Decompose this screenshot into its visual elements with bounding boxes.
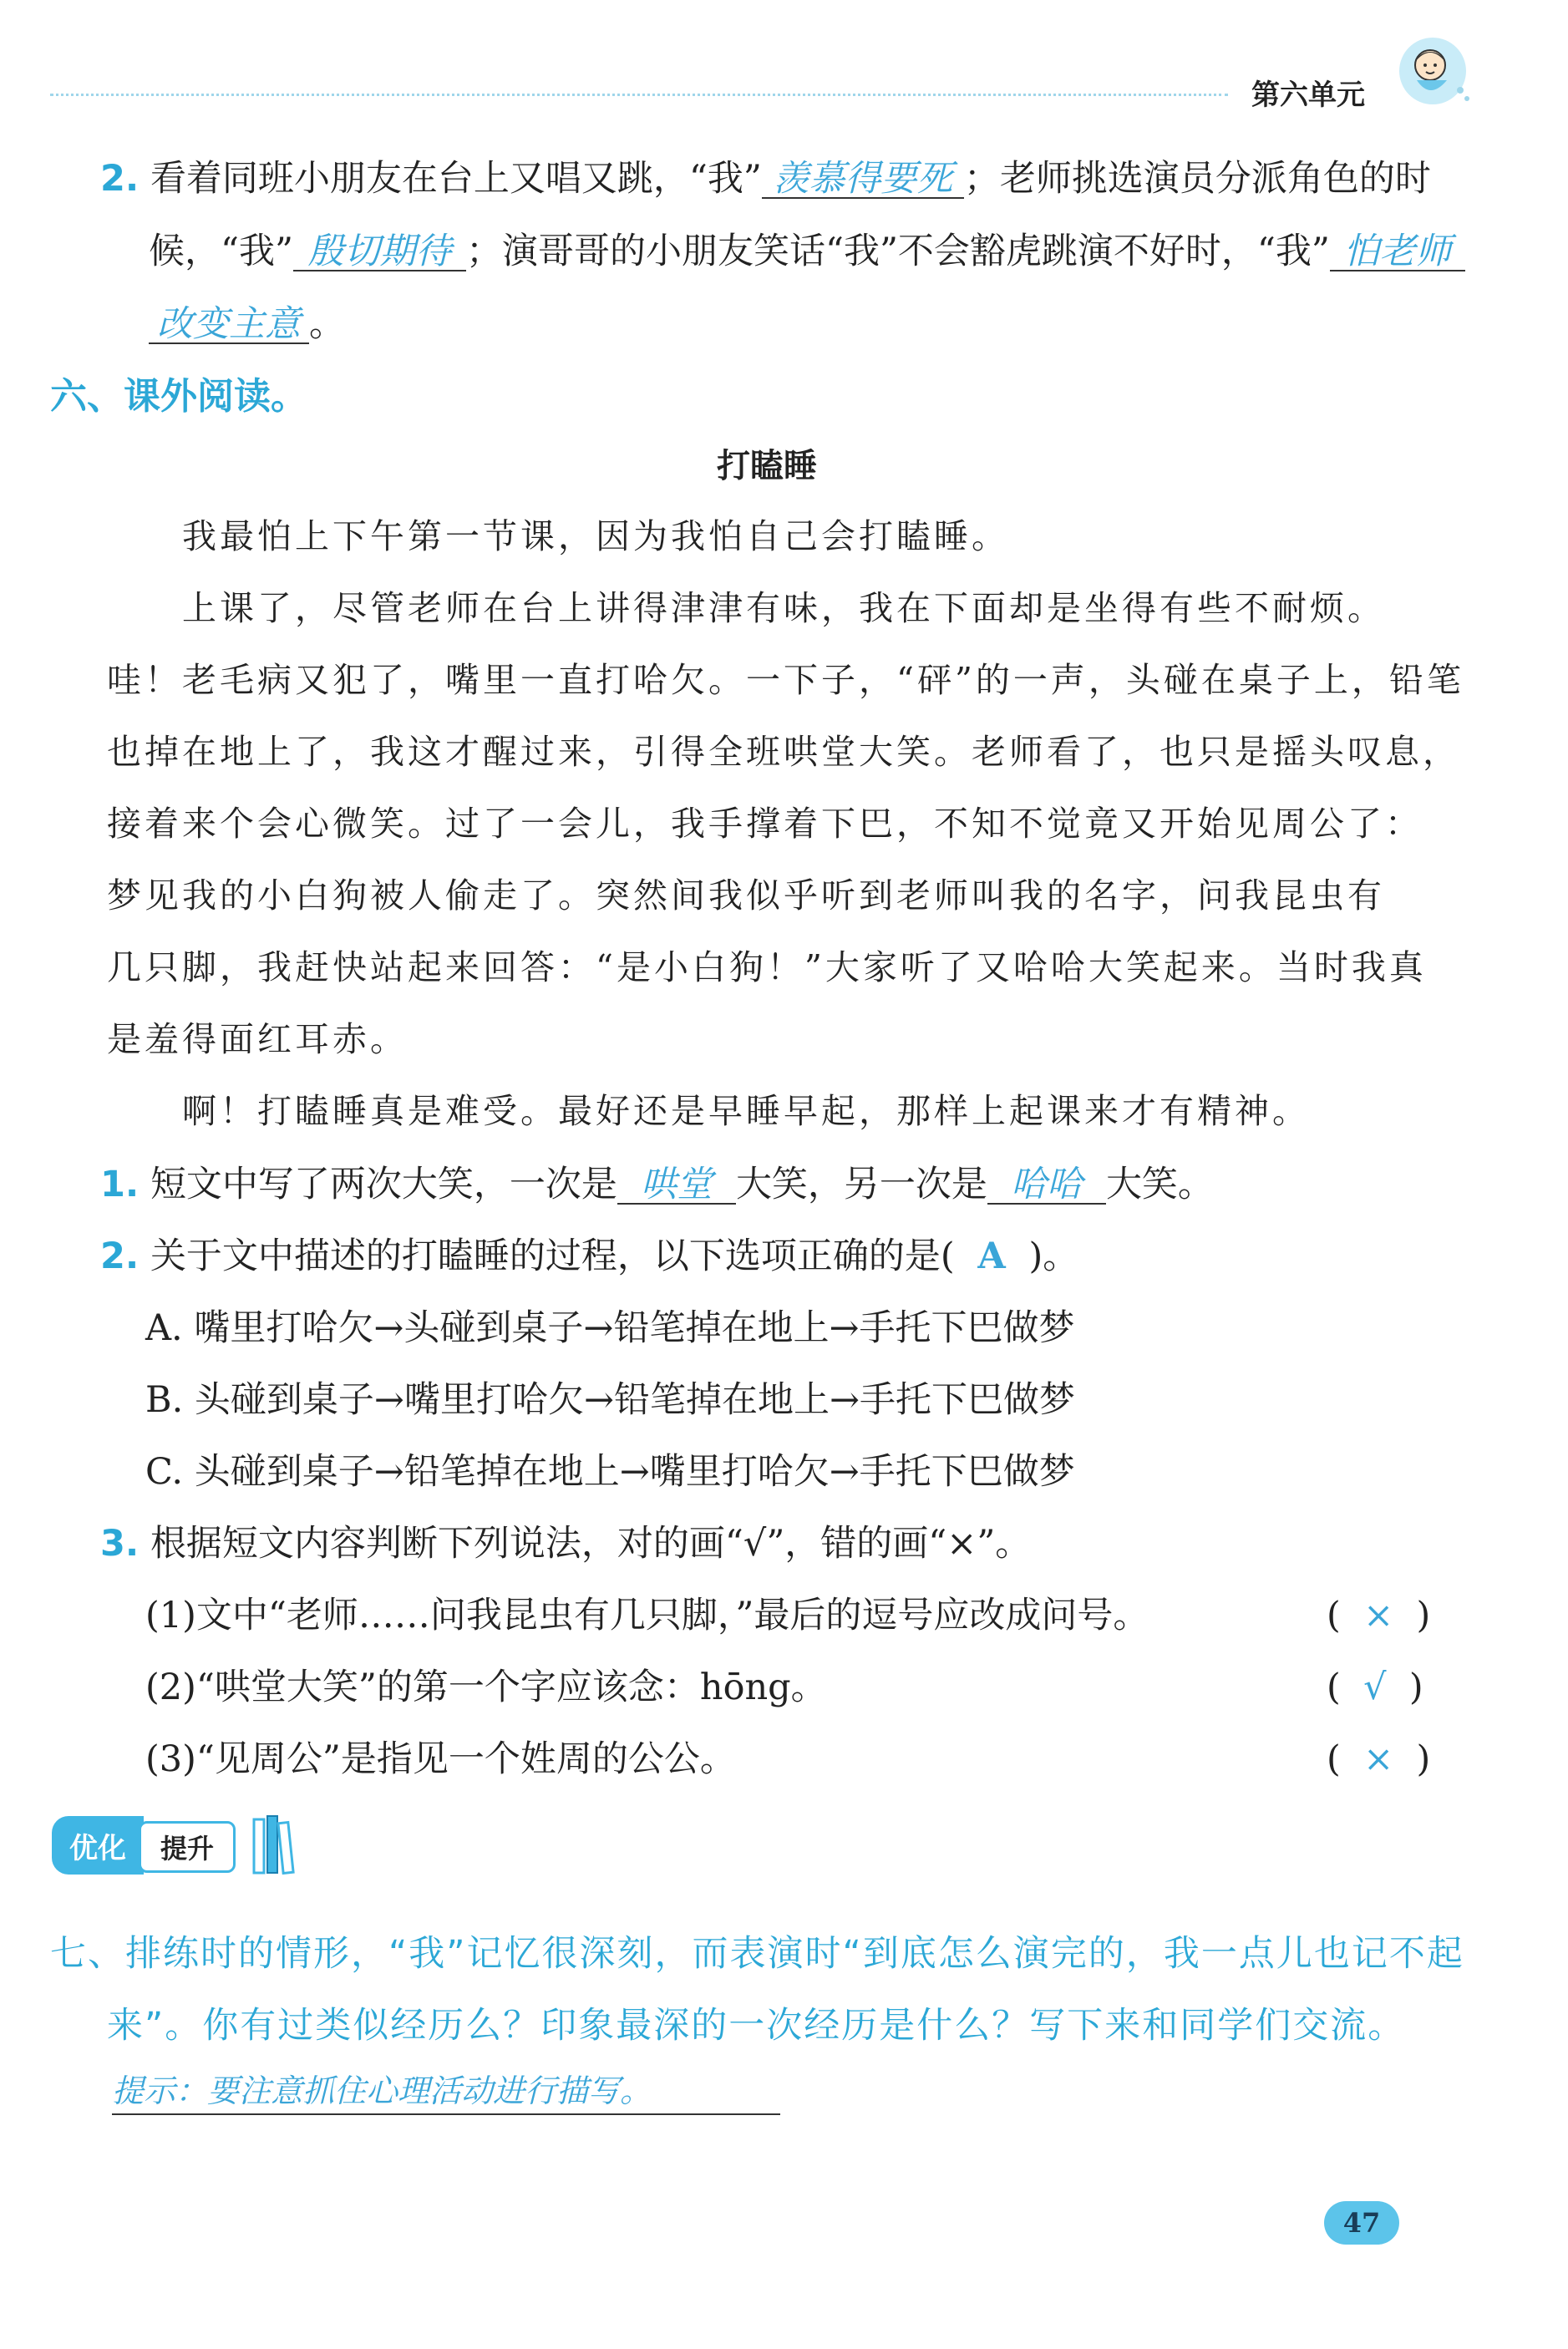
q5-2-line1 (100, 158, 1431, 200)
question-text: ；演哥哥的小朋友笑话“我”不会豁虎跳演不好时，“我” (465, 231, 1330, 272)
option-a: A. 嘴里打哈欠→头碰到桌子→铅笔掉在地上→手托下巴做梦 (145, 1307, 1075, 1349)
question-text: 大笑，另一次是 (735, 1164, 987, 1205)
choice-answer: A (977, 1235, 1006, 1277)
header-divider (50, 94, 1228, 96)
story-paragraph: 我最怕上下午第一节课，因为我怕自己会打瞌睡。 (182, 516, 1009, 556)
unit-title: 第六单元 (1251, 79, 1365, 112)
question-text: 大笑。 (1105, 1164, 1214, 1205)
answer-blank: 改变主意 (149, 307, 309, 344)
judgement-answer: ( × ) (1327, 1595, 1431, 1636)
q6-1 (100, 1164, 1214, 1205)
section7-line1: 七、排练时的情形，“我”记忆很深刻，而表演时“到底怎么演完的，我一点儿也记不起 (50, 1933, 1464, 1975)
page-number: 47 (1324, 2201, 1399, 2245)
question-number: 2. (100, 1235, 140, 1277)
story-paragraph: 上课了，尽管老师在台上讲得津津有味，我在下面却是坐得有些不耐烦。 (182, 588, 1385, 628)
question-text: 关于文中描述的打瞌睡的过程，以下选项正确的是( (150, 1235, 955, 1277)
story-line: 是羞得面红耳赤。 (107, 1019, 408, 1059)
section7-line2: 来”。你有过类似经历么？印象最深的一次经历是什么？写下来和同学们交流。 (107, 2005, 1406, 2047)
hint-text: 提示：要注意抓住心理活动进行描写。 (112, 2075, 780, 2115)
story-line: 哇！老毛病又犯了，嘴里一直打哈欠。一下子，“砰”的一声，头碰在桌子上，铅笔 (107, 660, 1464, 700)
q5-2-line2 (149, 231, 1465, 272)
question-text: )。 (1028, 1235, 1079, 1277)
answer-blank: 哄堂 (617, 1167, 736, 1205)
question-number: 2. (100, 158, 140, 200)
section-heading: 六、课外阅读。 (50, 375, 307, 418)
judgement-item: (2)“哄堂大笑”的第一个字应该念：hōng。 (145, 1667, 827, 1708)
answer-blank: 羡慕得要死 (762, 161, 964, 199)
option-c: C. 头碰到桌子→铅笔掉在地上→嘴里打哈欠→手托下巴做梦 (145, 1451, 1075, 1493)
judgement-answer: ( × ) (1327, 1738, 1431, 1780)
q6-3 (100, 1523, 1032, 1565)
question-text: 。 (309, 303, 345, 345)
badge-left: 优化 (52, 1816, 144, 1875)
question-text: ；老师挑选演员分派角色的时 (963, 158, 1431, 200)
story-line: 几只脚，我赶快站起来回答：“是小白狗！”大家听了又哈哈大笑起来。当时我真 (107, 947, 1427, 987)
question-text: 看着同班小朋友在台上又唱又跳，“我” (150, 158, 762, 200)
question-text: 候，“我” (149, 231, 293, 272)
option-b: B. 头碰到桌子→嘴里打哈欠→铅笔掉在地上→手托下巴做梦 (145, 1379, 1076, 1421)
question-text: 短文中写了两次大笑，一次是 (150, 1164, 617, 1205)
question-text: 根据短文内容判断下列说法，对的画“√”，错的画“×”。 (150, 1523, 1032, 1565)
answer-blank: 殷切期待 (293, 234, 466, 271)
answer-blank: 哈哈 (987, 1167, 1106, 1205)
q5-2-line3 (149, 303, 345, 345)
story-line: 梦见我的小白狗被人偷走了。突然间我似乎听到老师叫我的名字，问我昆虫有 (107, 875, 1385, 916)
story-line: 接着来个会心微笑。过了一会儿，我手撑着下巴，不知不觉竟又开始见周公了： (107, 804, 1423, 844)
optimize-badge (52, 1816, 244, 1875)
story-title: 打瞌睡 (717, 447, 817, 485)
cartoon-girl-icon (1387, 25, 1479, 117)
judgement-answer: ( √ ) (1327, 1667, 1423, 1708)
books-icon (251, 1814, 301, 1876)
question-number: 1. (100, 1164, 140, 1205)
story-paragraph: 啊！打瞌睡真是难受。最好还是早睡早起，那样上起课来才有精神。 (182, 1091, 1310, 1131)
question-number: 3. (100, 1523, 140, 1565)
q6-2 (100, 1235, 1079, 1277)
answer-blank: 怕老师 (1330, 234, 1465, 271)
judgement-item: (3)“见周公”是指见一个姓周的公公。 (145, 1738, 736, 1780)
badge-right: 提升 (139, 1821, 236, 1873)
judgement-item: (1)文中“老师……问我昆虫有几只脚，”最后的逗号应改成问号。 (145, 1595, 1149, 1636)
story-line: 也掉在地上了，我这才醒过来，引得全班哄堂大笑。老师看了，也只是摇头叹息， (107, 732, 1460, 772)
